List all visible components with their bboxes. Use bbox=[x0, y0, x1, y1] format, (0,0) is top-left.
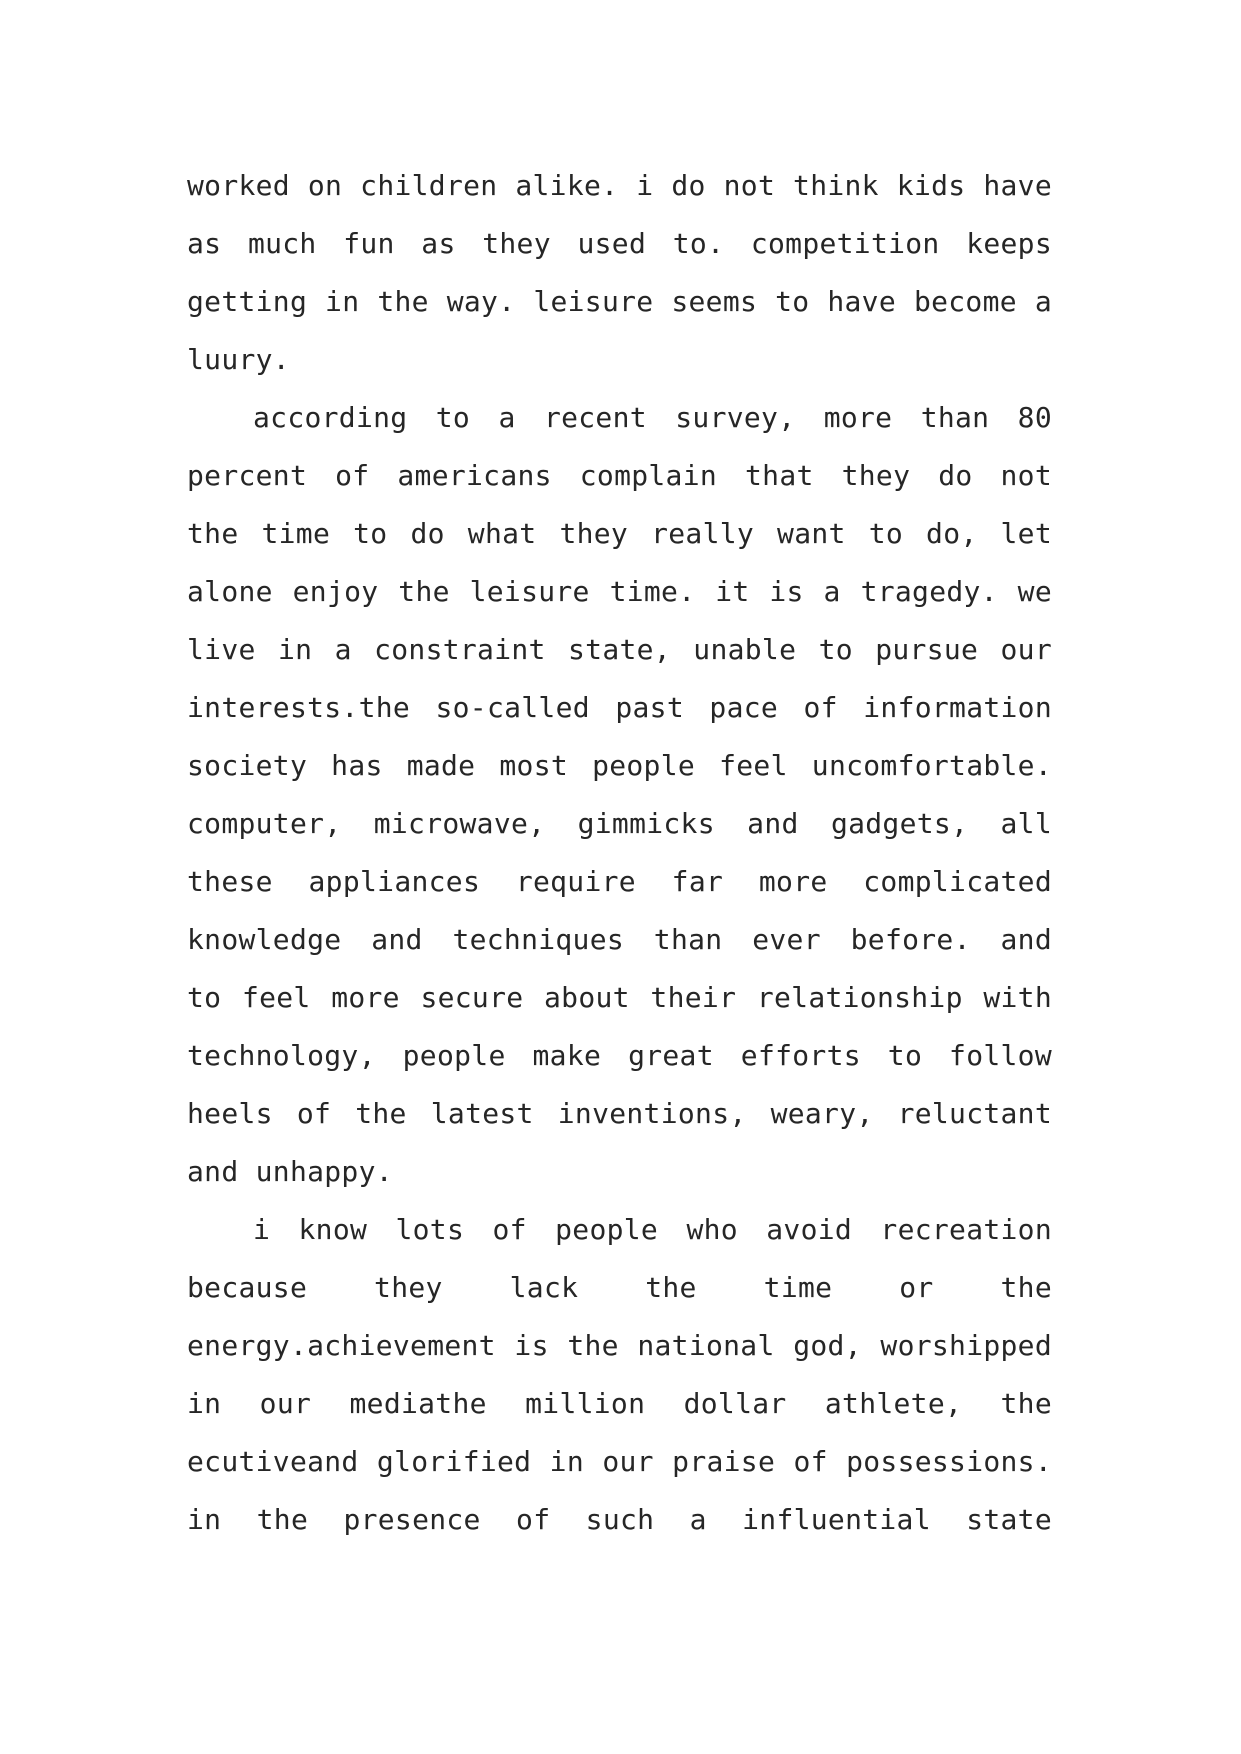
text-line: as much fun as they used to. competition keeps bbox=[187, 227, 1052, 260]
text-line: alone enjoy the leisure time. it is a tragedy. we bbox=[187, 575, 1052, 608]
text-line: interests.the so-called past pace of information bbox=[187, 691, 1052, 724]
text-line: i know lots of people who avoid recreation bbox=[253, 1213, 1052, 1246]
text-line: computer, microwave, gimmicks and gadgets, all bbox=[187, 807, 1052, 840]
text-line: because they lack the time or the bbox=[187, 1271, 1052, 1304]
text-line: percent of americans complain that they do not bbox=[187, 459, 1052, 492]
body-text bbox=[187, 157, 1052, 1549]
text-line: knowledge and techniques than ever before. and bbox=[187, 923, 1052, 956]
text-line: technology, people make great efforts to follow bbox=[187, 1039, 1052, 1072]
text-line: these appliances require far more complicated bbox=[187, 865, 1052, 898]
text-line: ecutiveand glorified in our praise of possessions. bbox=[187, 1445, 1052, 1478]
text-line: worked on children alike. i do not think kids have bbox=[187, 169, 1052, 202]
text-line: and unhappy. bbox=[187, 1155, 393, 1188]
text-line: luury. bbox=[187, 343, 290, 376]
text-line: according to a recent survey, more than 80 bbox=[253, 401, 1052, 434]
text-line: getting in the way. leisure seems to have become a bbox=[187, 285, 1052, 318]
text-line: the time to do what they really want to do, let bbox=[187, 517, 1052, 550]
text-line: to feel more secure about their relationship with bbox=[187, 981, 1052, 1014]
text-line: society has made most people feel uncomfortable. bbox=[187, 749, 1052, 782]
text-line: in our mediathe million dollar athlete, the bbox=[187, 1387, 1052, 1420]
text-line: heels of the latest inventions, weary, reluctant bbox=[187, 1097, 1052, 1130]
text-line: live in a constraint state, unable to pursue our bbox=[187, 633, 1052, 666]
text-line: in the presence of such a influential state bbox=[187, 1503, 1052, 1536]
text-line: energy.achievement is the national god, worshipped bbox=[187, 1329, 1052, 1362]
